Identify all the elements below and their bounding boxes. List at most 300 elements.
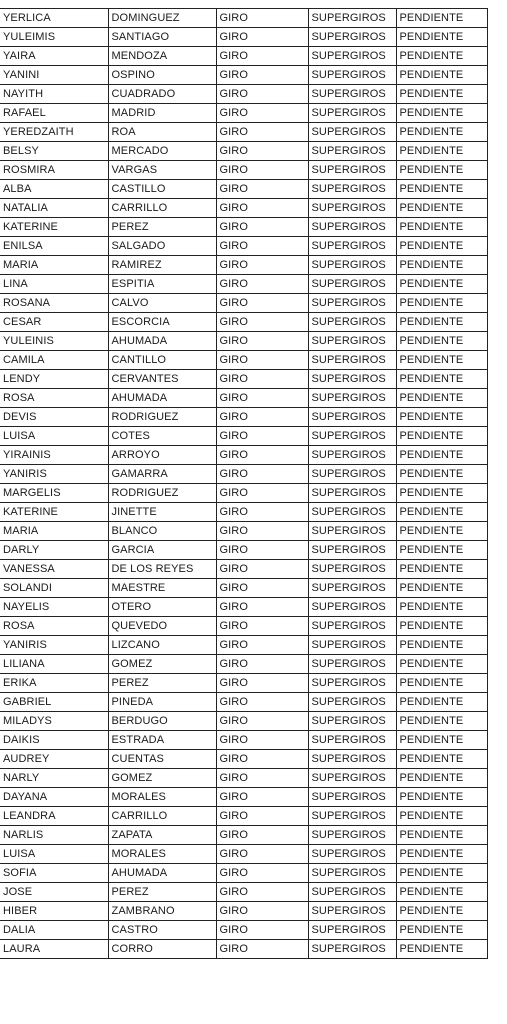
table-row xyxy=(0,370,487,389)
type-cell: GIRO xyxy=(216,864,308,883)
table-row xyxy=(0,256,487,275)
status-cell: PENDIENTE xyxy=(396,408,487,427)
last-name-cell: JINETTE xyxy=(108,503,216,522)
type-cell: GIRO xyxy=(216,769,308,788)
last-name-cell: ROA xyxy=(108,123,216,142)
table-row xyxy=(0,598,487,617)
last-name-cell: AHUMADA xyxy=(108,864,216,883)
status-cell: PENDIENTE xyxy=(396,503,487,522)
type-cell: GIRO xyxy=(216,807,308,826)
first-name-cell: HIBER xyxy=(0,902,108,921)
first-name-cell: YANIRIS xyxy=(0,465,108,484)
channel-cell: SUPERGIROS xyxy=(308,579,396,598)
first-name-cell: VANESSA xyxy=(0,560,108,579)
first-name-cell: MILADYS xyxy=(0,712,108,731)
status-cell: PENDIENTE xyxy=(396,199,487,218)
last-name-cell: CERVANTES xyxy=(108,370,216,389)
first-name-cell: DAIKIS xyxy=(0,731,108,750)
last-name-cell: CARRILLO xyxy=(108,807,216,826)
channel-cell: SUPERGIROS xyxy=(308,845,396,864)
type-cell: GIRO xyxy=(216,408,308,427)
last-name-cell: MORALES xyxy=(108,845,216,864)
channel-cell: SUPERGIROS xyxy=(308,275,396,294)
table-row xyxy=(0,294,487,313)
status-cell: PENDIENTE xyxy=(396,28,487,47)
table-row xyxy=(0,351,487,370)
table-row xyxy=(0,408,487,427)
last-name-cell: CUADRADO xyxy=(108,85,216,104)
last-name-cell: GOMEZ xyxy=(108,655,216,674)
type-cell: GIRO xyxy=(216,636,308,655)
status-cell: PENDIENTE xyxy=(396,9,487,28)
type-cell: GIRO xyxy=(216,921,308,940)
first-name-cell: LUISA xyxy=(0,427,108,446)
table-row xyxy=(0,85,487,104)
status-cell: PENDIENTE xyxy=(396,731,487,750)
channel-cell: SUPERGIROS xyxy=(308,66,396,85)
status-cell: PENDIENTE xyxy=(396,104,487,123)
channel-cell: SUPERGIROS xyxy=(308,218,396,237)
channel-cell: SUPERGIROS xyxy=(308,199,396,218)
status-cell: PENDIENTE xyxy=(396,636,487,655)
type-cell: GIRO xyxy=(216,294,308,313)
table-row xyxy=(0,104,487,123)
first-name-cell: ALBA xyxy=(0,180,108,199)
first-name-cell: MARGELIS xyxy=(0,484,108,503)
type-cell: GIRO xyxy=(216,560,308,579)
channel-cell: SUPERGIROS xyxy=(308,237,396,256)
last-name-cell: MAESTRE xyxy=(108,579,216,598)
first-name-cell: NARLY xyxy=(0,769,108,788)
table-row xyxy=(0,579,487,598)
channel-cell: SUPERGIROS xyxy=(308,788,396,807)
type-cell: GIRO xyxy=(216,370,308,389)
status-cell: PENDIENTE xyxy=(396,579,487,598)
status-cell: PENDIENTE xyxy=(396,541,487,560)
first-name-cell: NARLIS xyxy=(0,826,108,845)
status-cell: PENDIENTE xyxy=(396,256,487,275)
table-row xyxy=(0,332,487,351)
first-name-cell: AUDREY xyxy=(0,750,108,769)
last-name-cell: CALVO xyxy=(108,294,216,313)
last-name-cell: CASTRO xyxy=(108,921,216,940)
table-row xyxy=(0,47,487,66)
table-row xyxy=(0,636,487,655)
channel-cell: SUPERGIROS xyxy=(308,940,396,959)
table-row xyxy=(0,807,487,826)
type-cell: GIRO xyxy=(216,66,308,85)
channel-cell: SUPERGIROS xyxy=(308,807,396,826)
last-name-cell: PEREZ xyxy=(108,218,216,237)
status-cell: PENDIENTE xyxy=(396,85,487,104)
channel-cell: SUPERGIROS xyxy=(308,389,396,408)
table-row xyxy=(0,28,487,47)
last-name-cell: MERCADO xyxy=(108,142,216,161)
first-name-cell: SOFIA xyxy=(0,864,108,883)
type-cell: GIRO xyxy=(216,940,308,959)
status-cell: PENDIENTE xyxy=(396,693,487,712)
type-cell: GIRO xyxy=(216,199,308,218)
first-name-cell: ENILSA xyxy=(0,237,108,256)
table-row xyxy=(0,180,487,199)
type-cell: GIRO xyxy=(216,598,308,617)
table-row xyxy=(0,446,487,465)
table-row xyxy=(0,940,487,959)
last-name-cell: BLANCO xyxy=(108,522,216,541)
first-name-cell: DEVIS xyxy=(0,408,108,427)
last-name-cell: ESTRADA xyxy=(108,731,216,750)
table-row xyxy=(0,465,487,484)
table-row xyxy=(0,750,487,769)
first-name-cell: YAIRA xyxy=(0,47,108,66)
table-body xyxy=(0,9,487,959)
status-cell: PENDIENTE xyxy=(396,332,487,351)
type-cell: GIRO xyxy=(216,142,308,161)
type-cell: GIRO xyxy=(216,123,308,142)
status-cell: PENDIENTE xyxy=(396,522,487,541)
last-name-cell: CASTILLO xyxy=(108,180,216,199)
type-cell: GIRO xyxy=(216,332,308,351)
table-row xyxy=(0,123,487,142)
first-name-cell: YERLICA xyxy=(0,9,108,28)
channel-cell: SUPERGIROS xyxy=(308,712,396,731)
first-name-cell: KATERINE xyxy=(0,503,108,522)
last-name-cell: OSPINO xyxy=(108,66,216,85)
channel-cell: SUPERGIROS xyxy=(308,104,396,123)
first-name-cell: NAYITH xyxy=(0,85,108,104)
channel-cell: SUPERGIROS xyxy=(308,142,396,161)
status-cell: PENDIENTE xyxy=(396,655,487,674)
table-row xyxy=(0,826,487,845)
table-row xyxy=(0,142,487,161)
type-cell: GIRO xyxy=(216,712,308,731)
status-cell: PENDIENTE xyxy=(396,427,487,446)
first-name-cell: MARIA xyxy=(0,256,108,275)
first-name-cell: RAFAEL xyxy=(0,104,108,123)
type-cell: GIRO xyxy=(216,541,308,560)
type-cell: GIRO xyxy=(216,522,308,541)
beneficiary-table xyxy=(0,8,488,959)
last-name-cell: MADRID xyxy=(108,104,216,123)
table-row xyxy=(0,66,487,85)
first-name-cell: LILIANA xyxy=(0,655,108,674)
status-cell: PENDIENTE xyxy=(396,446,487,465)
first-name-cell: MARIA xyxy=(0,522,108,541)
table-row xyxy=(0,655,487,674)
type-cell: GIRO xyxy=(216,883,308,902)
first-name-cell: ROSMIRA xyxy=(0,161,108,180)
type-cell: GIRO xyxy=(216,427,308,446)
first-name-cell: CESAR xyxy=(0,313,108,332)
last-name-cell: RODRIGUEZ xyxy=(108,408,216,427)
last-name-cell: SALGADO xyxy=(108,237,216,256)
channel-cell: SUPERGIROS xyxy=(308,446,396,465)
status-cell: PENDIENTE xyxy=(396,807,487,826)
type-cell: GIRO xyxy=(216,902,308,921)
status-cell: PENDIENTE xyxy=(396,237,487,256)
table-row xyxy=(0,541,487,560)
table-row xyxy=(0,237,487,256)
type-cell: GIRO xyxy=(216,693,308,712)
last-name-cell: MORALES xyxy=(108,788,216,807)
type-cell: GIRO xyxy=(216,484,308,503)
last-name-cell: GOMEZ xyxy=(108,769,216,788)
last-name-cell: DE LOS REYES xyxy=(108,560,216,579)
channel-cell: SUPERGIROS xyxy=(308,351,396,370)
last-name-cell: ZAPATA xyxy=(108,826,216,845)
first-name-cell: LENDY xyxy=(0,370,108,389)
channel-cell: SUPERGIROS xyxy=(308,769,396,788)
table-row xyxy=(0,199,487,218)
type-cell: GIRO xyxy=(216,313,308,332)
table-row xyxy=(0,769,487,788)
type-cell: GIRO xyxy=(216,503,308,522)
last-name-cell: ESPITIA xyxy=(108,275,216,294)
first-name-cell: NATALIA xyxy=(0,199,108,218)
status-cell: PENDIENTE xyxy=(396,598,487,617)
channel-cell: SUPERGIROS xyxy=(308,617,396,636)
status-cell: PENDIENTE xyxy=(396,845,487,864)
channel-cell: SUPERGIROS xyxy=(308,332,396,351)
first-name-cell: CAMILA xyxy=(0,351,108,370)
last-name-cell: CARRILLO xyxy=(108,199,216,218)
type-cell: GIRO xyxy=(216,218,308,237)
first-name-cell: ERIKA xyxy=(0,674,108,693)
channel-cell: SUPERGIROS xyxy=(308,9,396,28)
type-cell: GIRO xyxy=(216,617,308,636)
type-cell: GIRO xyxy=(216,28,308,47)
last-name-cell: QUEVEDO xyxy=(108,617,216,636)
type-cell: GIRO xyxy=(216,845,308,864)
first-name-cell: BELSY xyxy=(0,142,108,161)
status-cell: PENDIENTE xyxy=(396,883,487,902)
last-name-cell: BERDUGO xyxy=(108,712,216,731)
type-cell: GIRO xyxy=(216,47,308,66)
status-cell: PENDIENTE xyxy=(396,294,487,313)
status-cell: PENDIENTE xyxy=(396,142,487,161)
last-name-cell: AHUMADA xyxy=(108,389,216,408)
last-name-cell: VARGAS xyxy=(108,161,216,180)
channel-cell: SUPERGIROS xyxy=(308,598,396,617)
last-name-cell: CUENTAS xyxy=(108,750,216,769)
type-cell: GIRO xyxy=(216,446,308,465)
last-name-cell: SANTIAGO xyxy=(108,28,216,47)
first-name-cell: ROSANA xyxy=(0,294,108,313)
channel-cell: SUPERGIROS xyxy=(308,883,396,902)
last-name-cell: GAMARRA xyxy=(108,465,216,484)
status-cell: PENDIENTE xyxy=(396,769,487,788)
last-name-cell: RODRIGUEZ xyxy=(108,484,216,503)
status-cell: PENDIENTE xyxy=(396,750,487,769)
status-cell: PENDIENTE xyxy=(396,560,487,579)
status-cell: PENDIENTE xyxy=(396,161,487,180)
channel-cell: SUPERGIROS xyxy=(308,47,396,66)
type-cell: GIRO xyxy=(216,104,308,123)
channel-cell: SUPERGIROS xyxy=(308,256,396,275)
first-name-cell: YULEIMIS xyxy=(0,28,108,47)
channel-cell: SUPERGIROS xyxy=(308,693,396,712)
first-name-cell: YIRAINIS xyxy=(0,446,108,465)
table-row xyxy=(0,883,487,902)
type-cell: GIRO xyxy=(216,256,308,275)
status-cell: PENDIENTE xyxy=(396,617,487,636)
status-cell: PENDIENTE xyxy=(396,123,487,142)
table-row xyxy=(0,788,487,807)
channel-cell: SUPERGIROS xyxy=(308,522,396,541)
first-name-cell: YEREDZAITH xyxy=(0,123,108,142)
channel-cell: SUPERGIROS xyxy=(308,921,396,940)
channel-cell: SUPERGIROS xyxy=(308,85,396,104)
type-cell: GIRO xyxy=(216,161,308,180)
last-name-cell: PINEDA xyxy=(108,693,216,712)
channel-cell: SUPERGIROS xyxy=(308,750,396,769)
table-row xyxy=(0,674,487,693)
type-cell: GIRO xyxy=(216,351,308,370)
channel-cell: SUPERGIROS xyxy=(308,408,396,427)
first-name-cell: DARLY xyxy=(0,541,108,560)
first-name-cell: DAYANA xyxy=(0,788,108,807)
type-cell: GIRO xyxy=(216,389,308,408)
channel-cell: SUPERGIROS xyxy=(308,503,396,522)
type-cell: GIRO xyxy=(216,85,308,104)
table-row xyxy=(0,503,487,522)
first-name-cell: ROSA xyxy=(0,617,108,636)
table-row xyxy=(0,522,487,541)
status-cell: PENDIENTE xyxy=(396,66,487,85)
status-cell: PENDIENTE xyxy=(396,313,487,332)
status-cell: PENDIENTE xyxy=(396,921,487,940)
first-name-cell: YANIRIS xyxy=(0,636,108,655)
last-name-cell: ZAMBRANO xyxy=(108,902,216,921)
last-name-cell: LIZCANO xyxy=(108,636,216,655)
first-name-cell: YANINI xyxy=(0,66,108,85)
channel-cell: SUPERGIROS xyxy=(308,427,396,446)
first-name-cell: NAYELIS xyxy=(0,598,108,617)
channel-cell: SUPERGIROS xyxy=(308,674,396,693)
channel-cell: SUPERGIROS xyxy=(308,28,396,47)
channel-cell: SUPERGIROS xyxy=(308,180,396,199)
status-cell: PENDIENTE xyxy=(396,788,487,807)
channel-cell: SUPERGIROS xyxy=(308,731,396,750)
type-cell: GIRO xyxy=(216,750,308,769)
status-cell: PENDIENTE xyxy=(396,218,487,237)
table-row xyxy=(0,9,487,28)
last-name-cell: PEREZ xyxy=(108,674,216,693)
type-cell: GIRO xyxy=(216,826,308,845)
table-row xyxy=(0,731,487,750)
table-row xyxy=(0,275,487,294)
status-cell: PENDIENTE xyxy=(396,674,487,693)
channel-cell: SUPERGIROS xyxy=(308,465,396,484)
channel-cell: SUPERGIROS xyxy=(308,123,396,142)
table-row xyxy=(0,313,487,332)
last-name-cell: GARCIA xyxy=(108,541,216,560)
channel-cell: SUPERGIROS xyxy=(308,541,396,560)
table-row xyxy=(0,693,487,712)
type-cell: GIRO xyxy=(216,674,308,693)
status-cell: PENDIENTE xyxy=(396,370,487,389)
channel-cell: SUPERGIROS xyxy=(308,560,396,579)
table-row xyxy=(0,389,487,408)
channel-cell: SUPERGIROS xyxy=(308,636,396,655)
last-name-cell: OTERO xyxy=(108,598,216,617)
last-name-cell: ESCORCIA xyxy=(108,313,216,332)
table-row xyxy=(0,864,487,883)
first-name-cell: GABRIEL xyxy=(0,693,108,712)
channel-cell: SUPERGIROS xyxy=(308,294,396,313)
first-name-cell: YULEINIS xyxy=(0,332,108,351)
last-name-cell: DOMINGUEZ xyxy=(108,9,216,28)
status-cell: PENDIENTE xyxy=(396,484,487,503)
first-name-cell: LAURA xyxy=(0,940,108,959)
status-cell: PENDIENTE xyxy=(396,47,487,66)
table-row xyxy=(0,902,487,921)
status-cell: PENDIENTE xyxy=(396,712,487,731)
status-cell: PENDIENTE xyxy=(396,275,487,294)
table-row xyxy=(0,845,487,864)
last-name-cell: ARROYO xyxy=(108,446,216,465)
type-cell: GIRO xyxy=(216,9,308,28)
first-name-cell: SOLANDI xyxy=(0,579,108,598)
first-name-cell: DALIA xyxy=(0,921,108,940)
last-name-cell: PEREZ xyxy=(108,883,216,902)
channel-cell: SUPERGIROS xyxy=(308,484,396,503)
table-row xyxy=(0,161,487,180)
last-name-cell: CORRO xyxy=(108,940,216,959)
table-row xyxy=(0,427,487,446)
last-name-cell: CANTILLO xyxy=(108,351,216,370)
channel-cell: SUPERGIROS xyxy=(308,370,396,389)
table-row xyxy=(0,617,487,636)
type-cell: GIRO xyxy=(216,465,308,484)
status-cell: PENDIENTE xyxy=(396,389,487,408)
last-name-cell: COTES xyxy=(108,427,216,446)
type-cell: GIRO xyxy=(216,731,308,750)
status-cell: PENDIENTE xyxy=(396,826,487,845)
channel-cell: SUPERGIROS xyxy=(308,313,396,332)
channel-cell: SUPERGIROS xyxy=(308,864,396,883)
table-row xyxy=(0,484,487,503)
status-cell: PENDIENTE xyxy=(396,902,487,921)
first-name-cell: LUISA xyxy=(0,845,108,864)
status-cell: PENDIENTE xyxy=(396,465,487,484)
first-name-cell: LINA xyxy=(0,275,108,294)
table-row xyxy=(0,921,487,940)
last-name-cell: RAMIREZ xyxy=(108,256,216,275)
channel-cell: SUPERGIROS xyxy=(308,161,396,180)
table-row xyxy=(0,712,487,731)
table-row xyxy=(0,560,487,579)
status-cell: PENDIENTE xyxy=(396,940,487,959)
type-cell: GIRO xyxy=(216,655,308,674)
first-name-cell: ROSA xyxy=(0,389,108,408)
last-name-cell: AHUMADA xyxy=(108,332,216,351)
first-name-cell: JOSE xyxy=(0,883,108,902)
type-cell: GIRO xyxy=(216,180,308,199)
status-cell: PENDIENTE xyxy=(396,180,487,199)
last-name-cell: MENDOZA xyxy=(108,47,216,66)
first-name-cell: LEANDRA xyxy=(0,807,108,826)
type-cell: GIRO xyxy=(216,788,308,807)
table-row xyxy=(0,218,487,237)
status-cell: PENDIENTE xyxy=(396,351,487,370)
channel-cell: SUPERGIROS xyxy=(308,902,396,921)
first-name-cell: KATERINE xyxy=(0,218,108,237)
type-cell: GIRO xyxy=(216,579,308,598)
channel-cell: SUPERGIROS xyxy=(308,655,396,674)
status-cell: PENDIENTE xyxy=(396,864,487,883)
channel-cell: SUPERGIROS xyxy=(308,826,396,845)
